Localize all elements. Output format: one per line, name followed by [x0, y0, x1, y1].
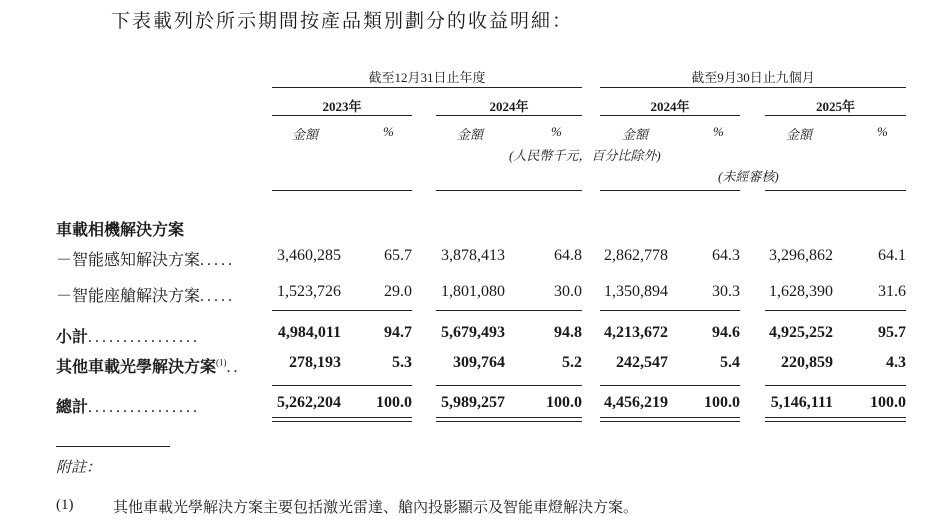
- percent-cell: 5.4: [720, 354, 740, 371]
- amount-cell: 5,679,493: [441, 324, 505, 341]
- percent-cell: 64.1: [878, 247, 906, 264]
- amount-cell: 1,350,894: [604, 283, 668, 300]
- unit-note: (人民幣千元，百分比除外): [509, 148, 661, 163]
- percent-cell: 94.7: [384, 324, 412, 341]
- audit-note: (未經審核): [718, 169, 779, 184]
- percent-cell: 30.0: [554, 283, 582, 300]
- percent-cell: 95.7: [878, 324, 906, 341]
- percent-cell: 100.0: [704, 394, 740, 411]
- group-header-nine-months: 截至9月30日止九個月: [691, 70, 815, 85]
- amount-header: 金額: [786, 127, 813, 142]
- amount-cell: 5,989,257: [441, 394, 505, 411]
- amount-cell: 1,628,390: [769, 283, 833, 300]
- subtotal-top-rule: [272, 310, 412, 311]
- amount-cell: 3,878,413: [441, 247, 505, 264]
- percent-cell: 64.8: [554, 247, 582, 264]
- total-bottom-rule: [765, 417, 906, 418]
- percent-cell: 100.0: [546, 394, 582, 411]
- amount-cell: 4,213,672: [604, 324, 668, 341]
- row-label-text: 其他車載光學解決方案: [56, 359, 217, 376]
- total-bottom-rule: [765, 421, 906, 422]
- percent-cell: 64.3: [712, 247, 740, 264]
- total-top-rule: [600, 385, 740, 386]
- amount-cell: 2,862,778: [604, 247, 668, 264]
- row-label-text: －智能感知解決方案: [56, 252, 201, 269]
- amount-cell: 1,523,726: [277, 283, 341, 300]
- subtotal-top-rule: [765, 310, 906, 311]
- percent-cell: 5.2: [562, 354, 582, 371]
- leader-dots: ................: [88, 329, 201, 346]
- amount-cell: 278,193: [289, 354, 341, 371]
- row-label: [56, 324, 200, 347]
- percent-cell: 100.0: [870, 394, 906, 411]
- percent-cell: 29.0: [384, 283, 412, 300]
- group-rule-nine-months: [600, 87, 906, 88]
- header-bottom-rule: [272, 190, 412, 191]
- leader-dots: ................: [88, 399, 201, 416]
- year-header-2024-9m: 2024年: [650, 99, 690, 114]
- category-heading: 車載相機解決方案: [56, 222, 185, 239]
- footnote-marker: (1): [216, 357, 227, 368]
- footnote-heading: 附註：: [56, 460, 102, 476]
- percent-cell: 5.3: [392, 354, 412, 371]
- leader-dots: .....: [200, 252, 236, 269]
- amount-cell: 309,764: [453, 354, 505, 371]
- year-rule: [600, 115, 740, 116]
- amount-cell: 220,859: [781, 354, 833, 371]
- footnote-number: (1): [56, 497, 74, 513]
- amount-cell: 242,547: [616, 354, 668, 371]
- percent-cell: 94.6: [712, 324, 740, 341]
- row-label: [56, 354, 241, 377]
- total-top-rule: [272, 385, 412, 386]
- year-rule: [765, 115, 906, 116]
- total-bottom-rule: [272, 421, 412, 422]
- group-rule-fiscal-year: [272, 87, 582, 88]
- row-label: [56, 394, 200, 417]
- total-bottom-rule: [600, 417, 740, 418]
- total-top-rule: [765, 385, 906, 386]
- amount-header: 金額: [457, 127, 484, 142]
- percent-header: %: [713, 124, 724, 139]
- year-header-2024-fy: 2024年: [489, 99, 529, 114]
- year-header-2023: 2023年: [322, 99, 362, 114]
- amount-cell: 3,460,285: [277, 247, 341, 264]
- header-bottom-rule: [600, 190, 740, 191]
- footnote-rule: [56, 446, 170, 447]
- header-bottom-rule: [765, 190, 906, 191]
- total-bottom-rule: [272, 417, 412, 418]
- leader-dots: .....: [200, 288, 236, 305]
- row-label-text: 總計: [56, 399, 89, 416]
- amount-cell: 4,984,011: [277, 324, 341, 341]
- total-bottom-rule: [436, 421, 582, 422]
- percent-cell: 100.0: [376, 394, 412, 411]
- intro-text: 下表載列於所示期間按產品類別劃分的收益明細：: [111, 11, 574, 32]
- total-top-rule: [436, 385, 582, 386]
- total-bottom-rule: [436, 417, 582, 418]
- year-rule: [436, 115, 582, 116]
- amount-cell: 5,146,111: [770, 394, 833, 411]
- row-label-text: －智能座艙解決方案: [56, 288, 201, 305]
- footnote-text: 其他車載光學解決方案主要包括激光雷達、艙內投影顯示及智能車燈解決方案。: [113, 500, 639, 516]
- amount-header: 金額: [622, 127, 649, 142]
- amount-cell: 4,925,252: [769, 324, 833, 341]
- leader-dots: ..: [226, 359, 241, 376]
- row-label: [56, 247, 235, 270]
- subtotal-top-rule: [436, 310, 582, 311]
- amount-header: 金額: [292, 127, 319, 142]
- amount-cell: 3,296,862: [769, 247, 833, 264]
- amount-cell: 4,456,219: [604, 394, 668, 411]
- percent-cell: 65.7: [384, 247, 412, 264]
- percent-header: %: [383, 124, 394, 139]
- total-bottom-rule: [600, 421, 740, 422]
- header-bottom-rule: [436, 190, 582, 191]
- group-header-fiscal-year: 截至12月31日止年度: [368, 70, 486, 85]
- percent-header: %: [877, 124, 888, 139]
- percent-cell: 94.8: [554, 324, 582, 341]
- year-rule: [272, 115, 412, 116]
- percent-header: %: [551, 124, 562, 139]
- amount-cell: 5,262,204: [277, 394, 341, 411]
- percent-cell: 30.3: [712, 283, 740, 300]
- percent-cell: 31.6: [878, 283, 906, 300]
- percent-cell: 4.3: [886, 354, 906, 371]
- year-header-2025-9m: 2025年: [815, 99, 855, 114]
- row-label: [56, 283, 235, 306]
- row-label-text: 小計: [56, 329, 89, 346]
- subtotal-top-rule: [600, 310, 740, 311]
- amount-cell: 1,801,080: [441, 283, 505, 300]
